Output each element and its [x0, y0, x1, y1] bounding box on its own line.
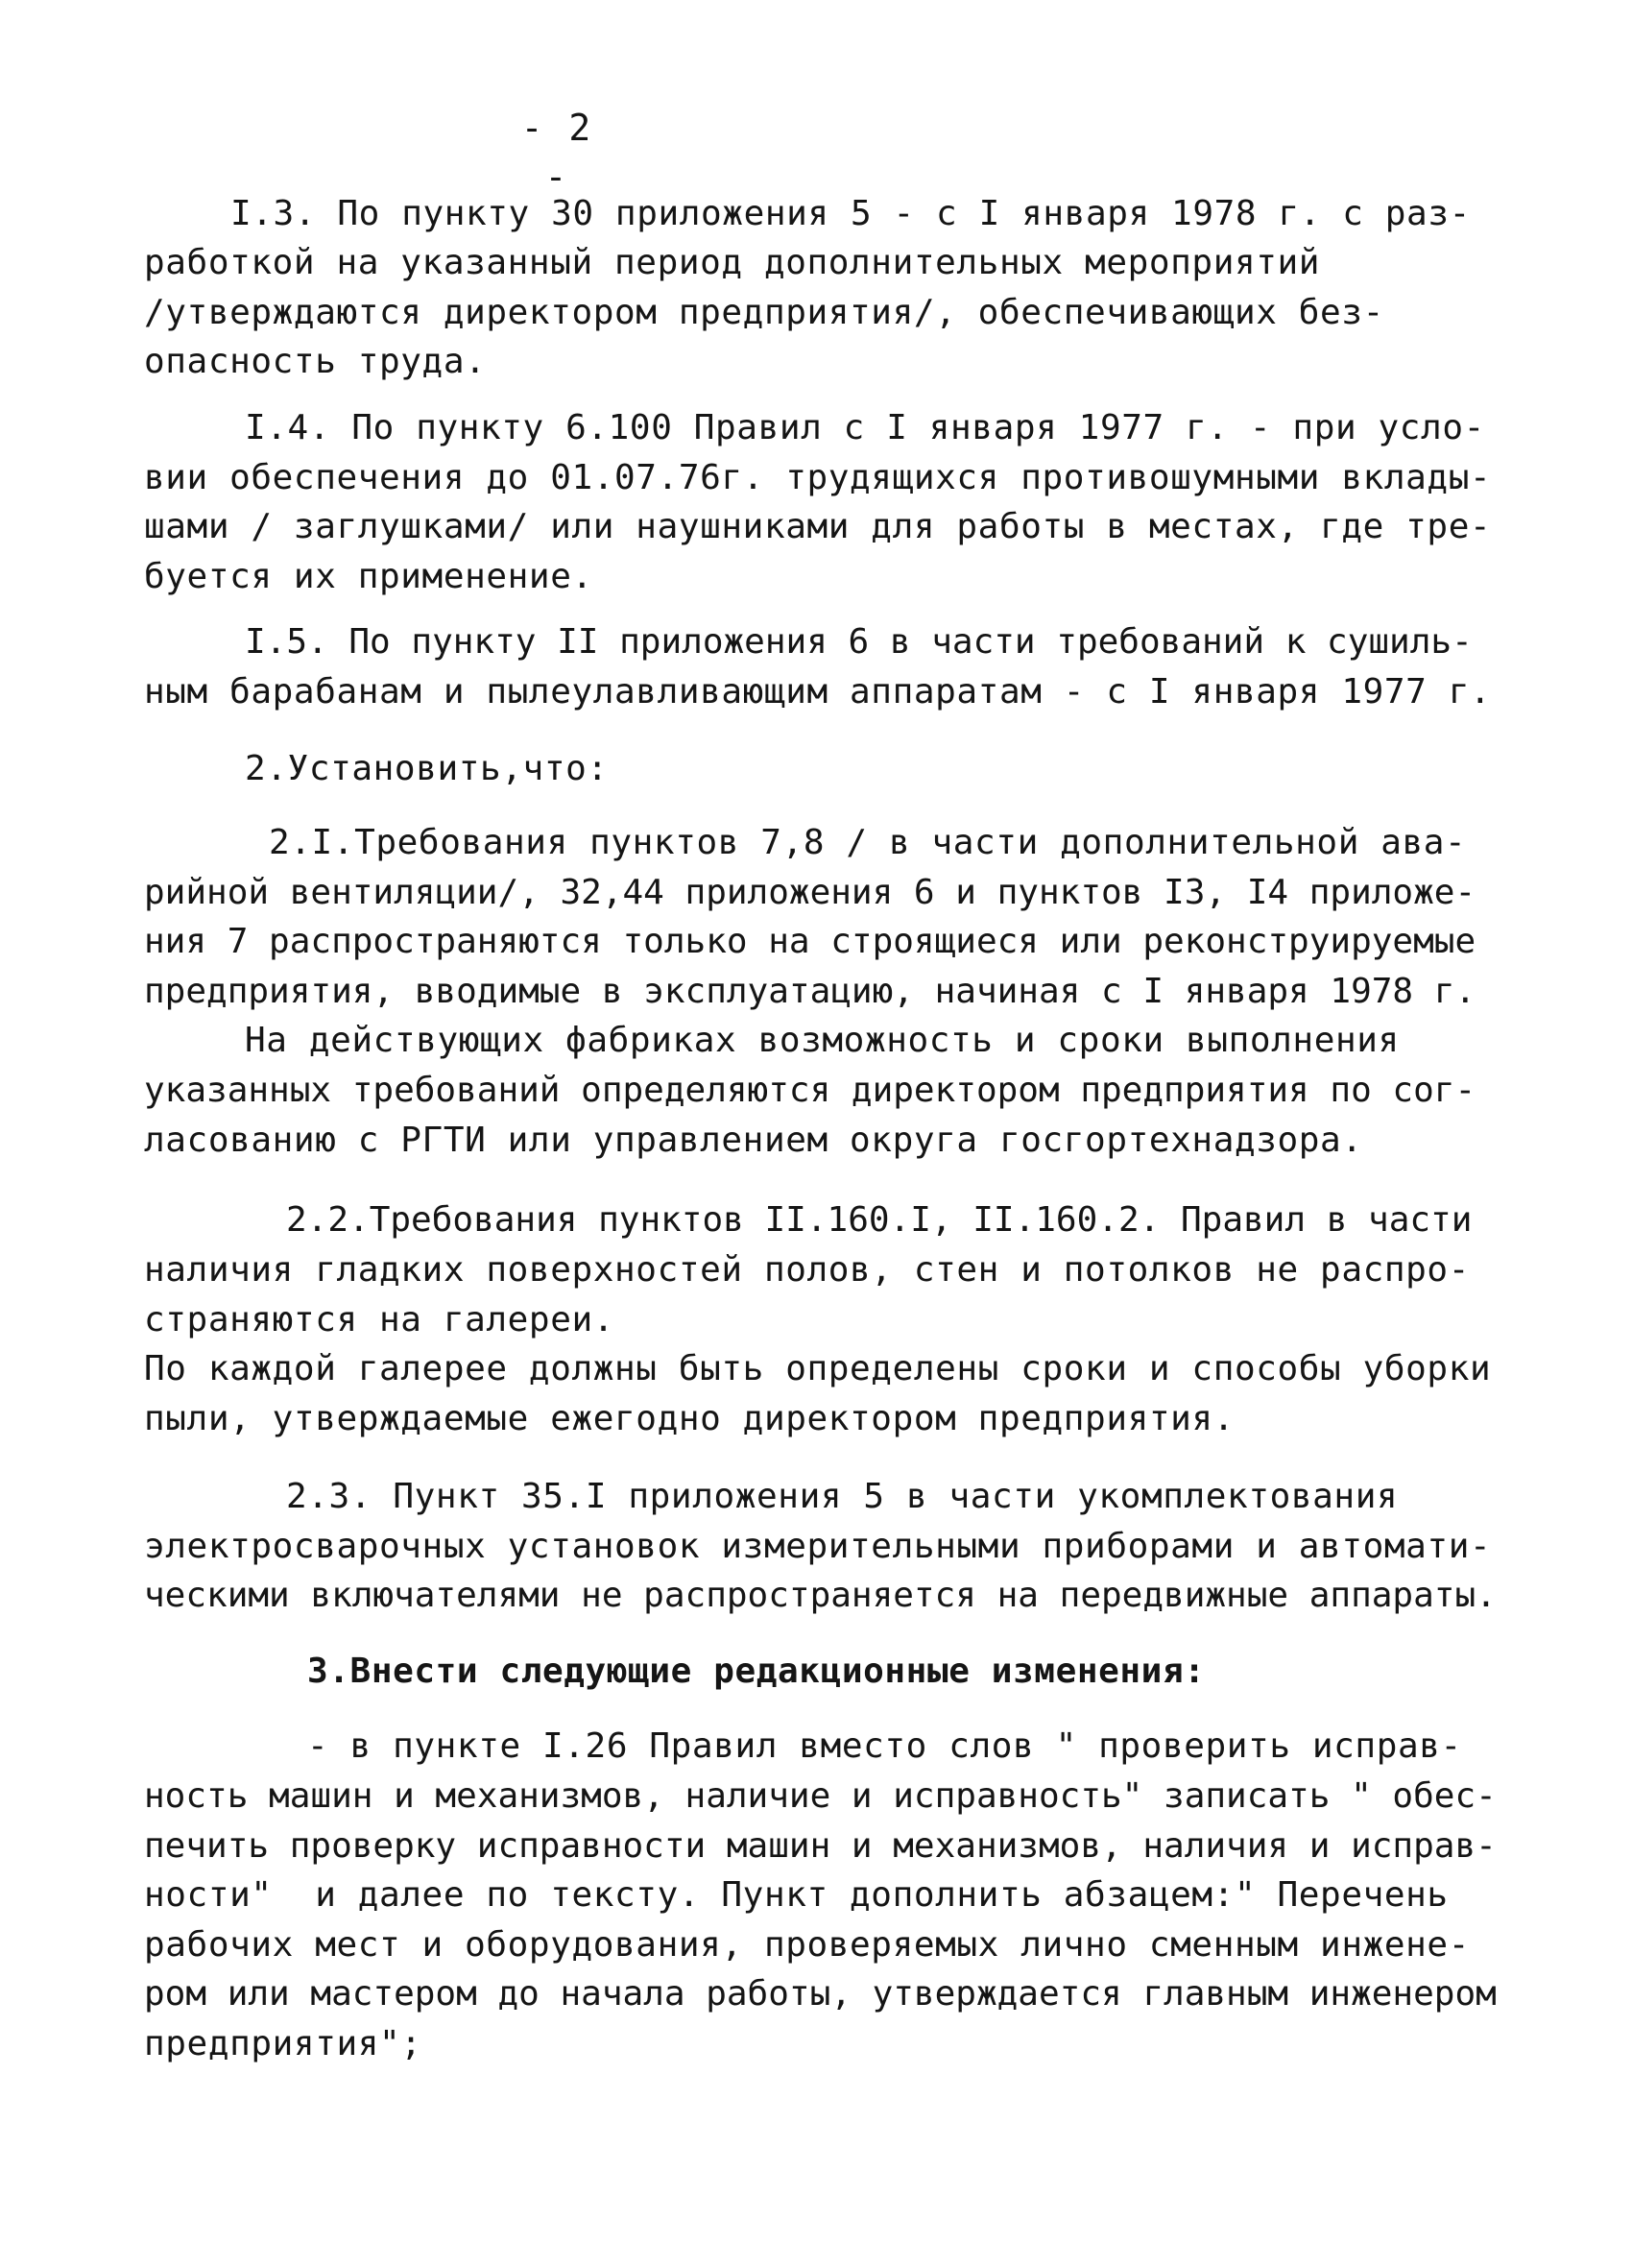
text-line: пыли, утверждаемые ежегодно директором предприятия. [144, 1399, 1235, 1438]
text-line: предприятия"; [144, 2024, 422, 2063]
text-line: I.5. По пункту II приложения 6 в части требований к сушиль- [245, 622, 1473, 662]
text-line: рийной вентиляции/, 32,44 приложения 6 и пунктов I3, I4 приложе- [144, 873, 1476, 912]
text-line: На действующих фабриках возможность и сроки выполнения [245, 1021, 1400, 1060]
text-line: предприятия, вводимые в эксплуатацию, начиная с I января 1978 г. [144, 972, 1476, 1011]
text-line: По каждой галерее должны быть определены сроки и способы уборки [144, 1349, 1492, 1388]
page-number: - 2 - [520, 107, 593, 198]
text-line: 3.Внести следующие редакционные изменения: [307, 1652, 1206, 1691]
text-line: опасность труда. [144, 342, 487, 381]
text-line: ности" и далее по тексту. Пункт дополнить абзацем:" Перечень [144, 1875, 1449, 1915]
text-line: рабочих мест и оборудования, проверяемых лично сменным инжене- [144, 1925, 1470, 1965]
text-line: страняются на галереи. [144, 1300, 615, 1339]
text-line: вии обеспечения до 01.07.76г. трудящихся противошумными вклады- [144, 458, 1492, 497]
text-line: - в пункте I.26 Правил вместо слов " проверить исправ- [307, 1726, 1462, 1766]
text-line: печить проверку исправности машин и механизмов, наличия и исправ- [144, 1826, 1497, 1866]
text-line: 2.3. Пункт 35.I приложения 5 в части укомплектования [286, 1477, 1399, 1516]
text-line: ческими включателями не распространяется на передвижные аппараты. [144, 1576, 1497, 1615]
text-line: ласованию с РГТИ или управлением округа госгортехнадзора. [144, 1121, 1363, 1160]
text-line: указанных требований определяются директором предприятия по сог- [144, 1071, 1476, 1110]
text-line: 2.2.Требования пунктов II.160.I, II.160.2. Правил в части [286, 1200, 1473, 1240]
text-line: I.4. По пункту 6.100 Правил с I января 1977 г. - при усло- [245, 408, 1485, 447]
text-line: наличия гладких поверхностей полов, стен и потолков не распро- [144, 1250, 1470, 1290]
text-line: ния 7 распространяются только на строящиеся или реконструируемые [144, 922, 1476, 961]
text-line: буется их применение. [144, 557, 593, 596]
text-line: 2.I.Требования пунктов 7,8 / в части дополнительной ава- [269, 823, 1467, 862]
text-line: I.3. По пункту 30 приложения 5 - с I января 1978 г. с раз- [230, 194, 1471, 233]
text-line: ность машин и механизмов, наличие и исправность" записать " обес- [144, 1776, 1497, 1816]
text-line: /утверждаются директором предприятия/, обеспечивающих без- [144, 293, 1384, 332]
text-line: 2.Установить,что: [245, 749, 609, 788]
text-line: ром или мастером до начала работы, утверждается главным инженером [144, 1974, 1497, 2014]
text-line: работкой на указанный период дополнительных мероприятий [144, 243, 1321, 282]
text-line: электросварочных установок измерительными приборами и автомати- [144, 1527, 1492, 1566]
text-line: шами / заглушками/ или наушниками для работы в местах, где тре- [144, 507, 1492, 546]
text-line: ным барабанам и пылеулавливающим аппаратам - с I января 1977 г. [144, 672, 1492, 712]
